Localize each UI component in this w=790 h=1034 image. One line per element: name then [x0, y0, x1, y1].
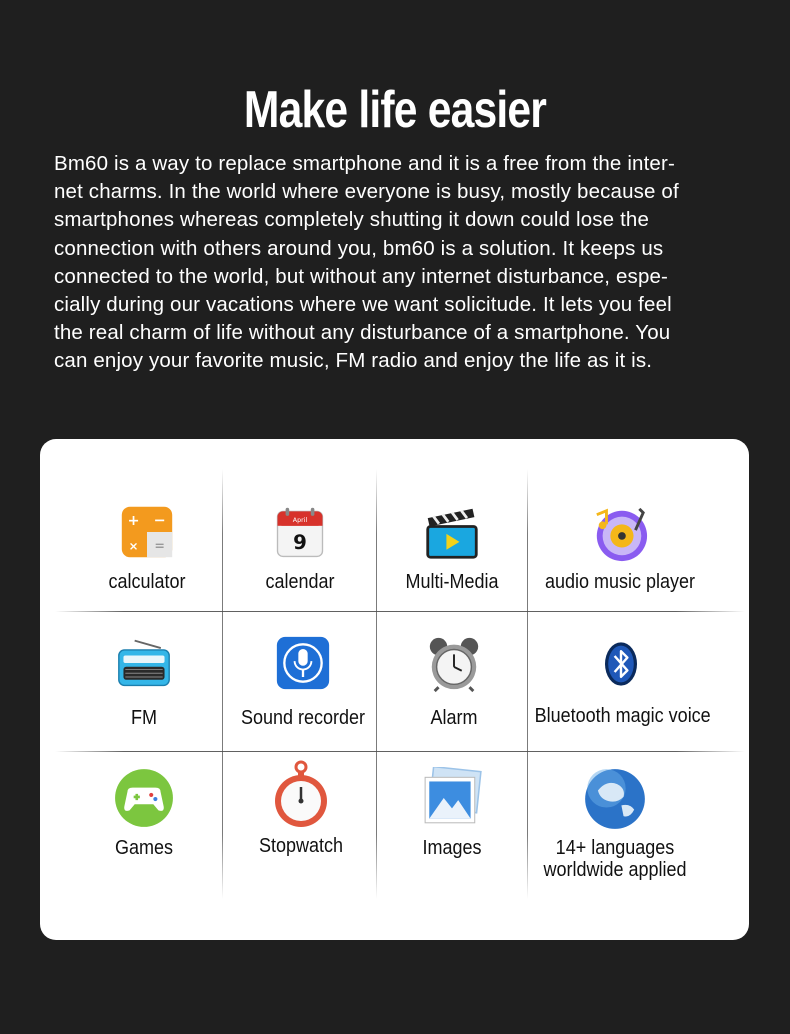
bluetooth-icon	[597, 635, 645, 693]
music-disc-icon	[590, 505, 650, 563]
intro-line: can enjoy your favorite music, FM radio and enjoy the life as it is.	[54, 349, 653, 373]
feature-label: audio music player	[544, 571, 696, 593]
feature-label: Alarm	[430, 707, 478, 729]
feature-label: Images	[422, 837, 482, 859]
feature-calculator	[67, 505, 227, 593]
calendar-day: 9	[293, 531, 307, 555]
radio-icon	[115, 635, 173, 691]
stopwatch-icon	[271, 757, 331, 831]
feature-label-line: 14+ languages	[555, 837, 675, 859]
calculator-icon	[120, 505, 174, 559]
feature-fm	[67, 635, 221, 729]
globe-icon	[583, 767, 647, 831]
photo-icon	[421, 767, 483, 829]
page-title: Make life easier	[243, 81, 547, 139]
feature-bluetooth	[525, 635, 717, 727]
features-card	[40, 439, 749, 940]
feature-stopwatch	[222, 757, 380, 857]
gamepad-icon	[113, 767, 175, 829]
feature-label: Games	[114, 837, 174, 859]
svg-text:−: −	[153, 512, 166, 529]
feature-label: Multi-Media	[405, 571, 499, 593]
grid-divider	[55, 751, 745, 752]
feature-images	[376, 767, 528, 859]
alarm-clock-icon	[425, 635, 483, 693]
feature-sound-recorder	[225, 635, 381, 729]
calendar-icon	[273, 505, 327, 561]
feature-label: calculator	[108, 571, 186, 593]
svg-text:×: ×	[128, 539, 139, 553]
svg-text:+: +	[127, 512, 140, 529]
feature-label: FM	[130, 707, 157, 729]
intro-line: Bm60 is a way to replace smartphone and it is a free from the inter-	[54, 152, 675, 175]
intro-line: smartphones whereas completely shutting it down could lose the	[54, 208, 650, 232]
feature-languages	[535, 767, 695, 881]
intro-line: connected to the world, but without any internet disturbance, espe-	[54, 264, 669, 288]
grid-divider	[55, 611, 745, 612]
clapperboard-icon	[423, 505, 481, 561]
feature-alarm	[377, 635, 531, 729]
microphone-icon	[275, 635, 331, 691]
svg-text:=: =	[154, 538, 165, 553]
intro-line: net charms. In the world where everyone is busy, mostly because of	[54, 180, 679, 204]
intro-line: cially during our vacations where we want solicitude. It lets you feel	[54, 293, 672, 317]
intro-line: the real charm of life without any disturbance of a smartphone. You	[54, 321, 671, 345]
feature-label: Sound recorder	[240, 707, 366, 729]
feature-label: Bluetooth magic voice	[534, 705, 711, 727]
feature-label-line: worldwide applied	[543, 859, 687, 881]
feature-audio-player	[530, 505, 710, 593]
feature-calendar	[222, 505, 378, 593]
calendar-month: April	[292, 517, 308, 525]
intro-paragraph	[54, 150, 754, 376]
feature-label: calendar	[265, 571, 335, 593]
feature-games	[67, 767, 221, 859]
feature-label: Stopwatch	[258, 835, 344, 857]
feature-multimedia	[376, 505, 528, 593]
intro-line: connection with others around you, bm60 is a solution. It keeps us	[54, 236, 664, 260]
